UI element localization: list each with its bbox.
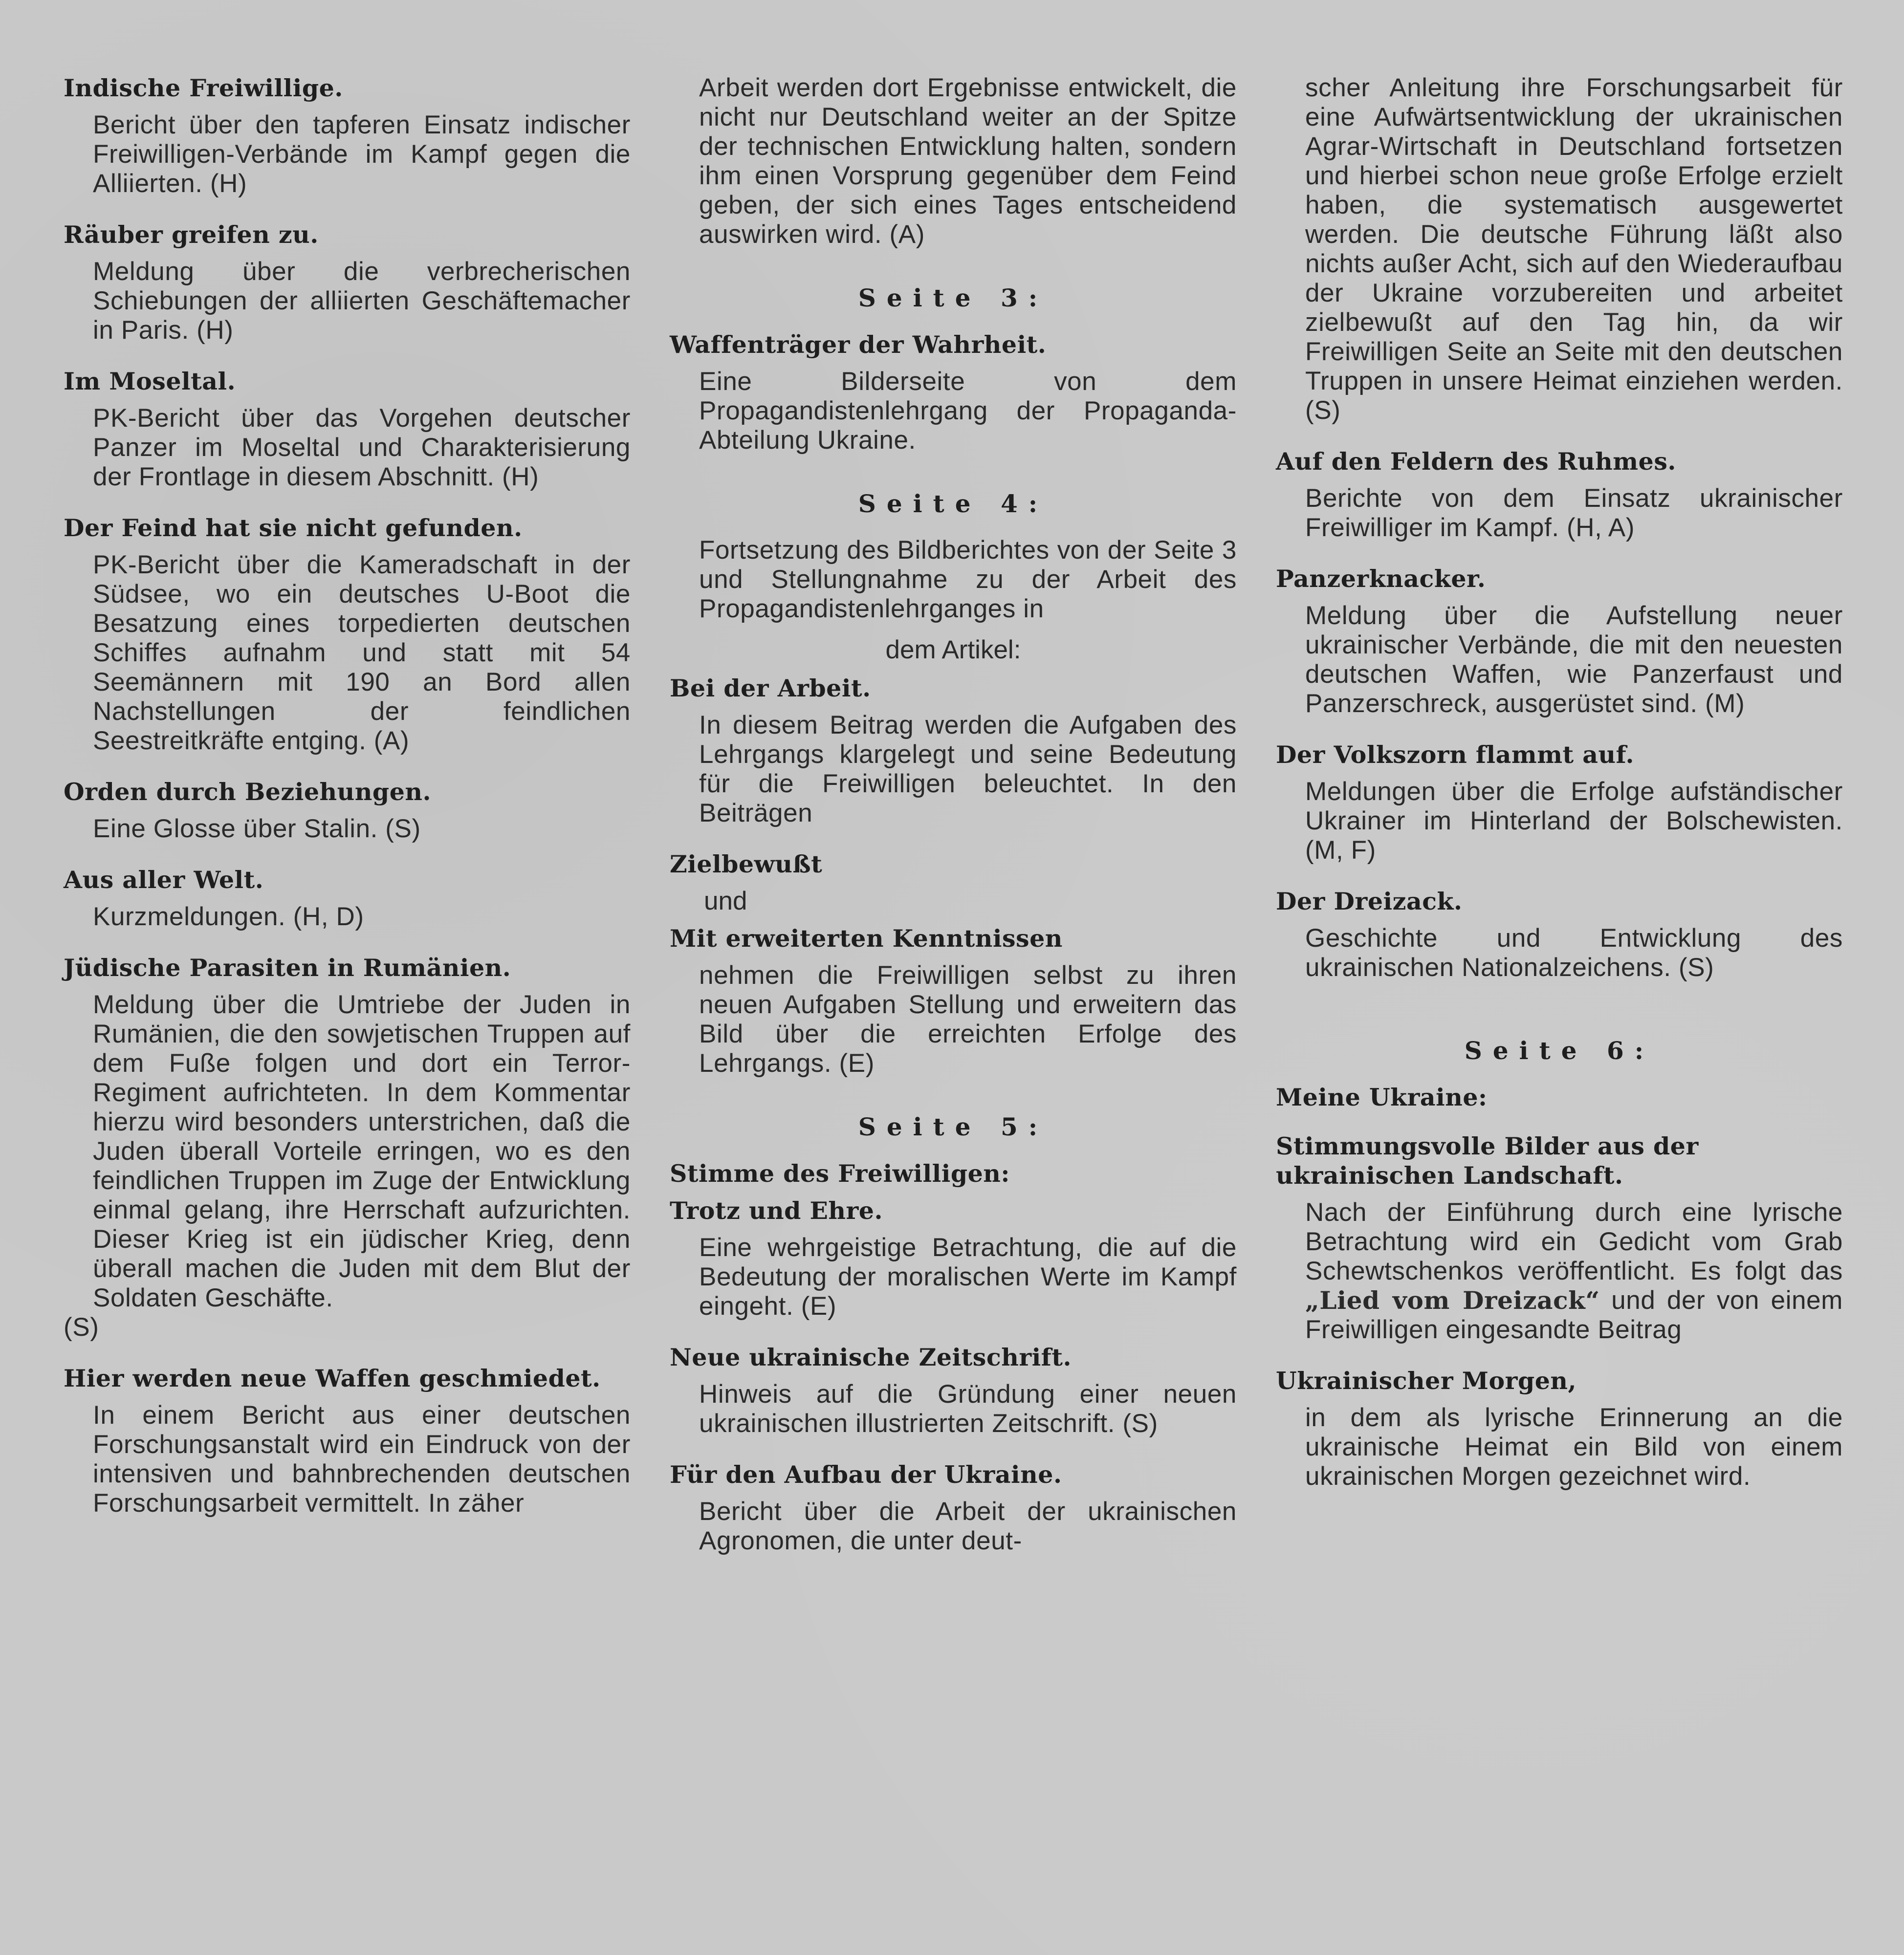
article-entry (1276, 447, 1843, 543)
article-title: Indische Freiwillige. (64, 74, 343, 102)
article-entry (64, 220, 631, 345)
article-title: Orden durch Beziehungen. (64, 778, 432, 806)
article-summary: Meldung über die Umtriebe der Juden in Rumänien, die den sowjetischen Truppen auf dem Fuße folgen und dort ein Terror-Regiment aufrichteten. In dem Kommentar hierzu wird besonders unterstrichen, daß die Juden überall Vorteile erringen, wo es den feindlichen Truppen im Zuge der Entwicklung einmal gelang, ihre Herrschaft aufzurichten. Dieser Krieg ist ein jüdischer Krieg, denn überall machen die Juden mit dem Blut der Soldaten Geschäfte. (93, 990, 631, 1312)
article-summary: PK-Bericht über die Kameradschaft in der Südsee, wo ein deutsches U-Boot die Besatzung eines torpedierten deutschen Schiffes aufnahm und statt mit 54 Seemännern mit 190 an Bord allen Nachstellungen der feindlichen Seestreitkräfte entging. (A) (93, 550, 631, 755)
article-title: Bei der Arbeit. (670, 674, 871, 702)
section-heading-seite-5: Seite 5: (858, 1112, 1049, 1141)
article-entry (64, 367, 631, 492)
article-title: Der Dreizack. (1276, 887, 1463, 915)
article-summary: nehmen die Freiwilligen selbst zu ihren neuen Aufgaben Stellung und erweitern das Bild über die erreichten Erfolge des Lehrgangs. (E) (699, 961, 1237, 1078)
summary-part: und der von einem Freiwilligen eingesandte Beitrag (1305, 1286, 1843, 1344)
article-summary: In einem Bericht aus einer deutschen Forschungsanstalt wird ein Eindruck von der intensiven und bahnbrechenden deutschen Forschungsarbeit vermittelt. In zäher (93, 1401, 631, 1518)
article-summary: Meldung über die Aufstellung neuer ukrainischer Verbände, die mit den neuesten deutschen Waffen, wie Panzerfaust und Panzerschreck, ausgerüstet sind. (M) (1305, 601, 1843, 718)
article-entry (64, 865, 631, 932)
column-1 (64, 73, 631, 1540)
article-summary: Eine Bilderseite von dem Propagandistenlehrgang der Propaganda-Abteilung Ukraine. (699, 367, 1237, 455)
article-summary: Meldung über die verbrecherischen Schiebungen der alliierten Geschäftemacher in Paris. (H) (93, 257, 631, 345)
article-summary: Bericht über den tapferen Einsatz indischer Freiwilligen-Verbände im Kampf gegen die Alliierten. (H) (93, 110, 631, 198)
article-title: Für den Aufbau der Ukraine. (670, 1460, 1062, 1489)
article-summary: Eine Glosse über Stalin. (S) (93, 814, 421, 843)
article-entry (1276, 1366, 1843, 1491)
article-summary: in dem als lyrische Erinnerung an die ukrainische Heimat ein Bild von einem ukrainischen Morgen gezeichnet wird. (1305, 1403, 1843, 1491)
article-entry (670, 1460, 1237, 1556)
article-continuation (670, 73, 1237, 249)
article-title: Jüdische Parasiten in Rumänien. (64, 954, 511, 982)
connector-text: und (704, 887, 747, 915)
article-entry (1276, 740, 1843, 865)
article-title: Räuber greifen zu. (64, 220, 319, 249)
article-title: Der Feind hat sie nicht gefunden. (64, 514, 523, 542)
article-entry (670, 330, 1237, 455)
article-summary: Berichte von dem Einsatz ukrainischer Freiwilliger im Kampf. (H, A) (1305, 484, 1843, 542)
article-entry (64, 73, 631, 198)
article-entry (670, 1196, 1237, 1321)
article-summary: Hinweis auf die Gründung einer neuen ukrainischen illustrierten Zeitschrift. (S) (699, 1380, 1237, 1438)
article-title: Aus aller Welt. (64, 866, 264, 894)
article-summary: In diesem Beitrag werden die Aufgaben des Lehrgangs klargelegt und seine Bedeutung für die Freiwilligen beleuchtet. In den Beiträgen (699, 711, 1237, 827)
article-title: Hier werden neue Waffen geschmiedet. (64, 1364, 601, 1392)
article-entry (1276, 564, 1843, 718)
article-title: Panzerknacker. (1276, 565, 1486, 593)
article-entry (1276, 887, 1843, 982)
article-entry (64, 777, 631, 844)
article-title: Meine Ukraine: (1276, 1083, 1488, 1111)
song-title: „Lied vom Dreizack“ (1305, 1286, 1600, 1315)
article-title: Neue ukrainische Zeitschrift. (670, 1343, 1072, 1371)
article-title: Mit erweiterten Kenntnissen (670, 924, 1063, 953)
article-entry (670, 1343, 1237, 1438)
article-entry (64, 513, 631, 756)
summary-part: Nach der Einführung durch eine lyrische Betrachtung wird ein Gedicht vom Grab Schewtschenkos veröffentlicht. Es folgt das (1305, 1198, 1843, 1285)
article-entry (670, 924, 1237, 1078)
continued-text: scher Anleitung ihre Forschungsarbeit für eine Aufwärtsentwicklung der ukrainischen Agrar-Wirtschaft in Deutschland fortsetzen und hierbei schon neue große Erfolge erzielt haben, die systematisch ausgewertet werden. Die deutsche Führung läßt also nichts außer Acht, sich auf den Wiederaufbau der Ukraine vorzubereiten und arbeitet zielbewußt auf den Tag hin, da wir Freiwilligen Seite an Seite mit den deutschen Truppen in unsere Heimat einziehen werden. (S) (1305, 73, 1843, 425)
article-summary: Kurzmeldungen. (H, D) (93, 902, 364, 931)
article-entry (1276, 1131, 1843, 1345)
article-title: Auf den Feldern des Ruhmes. (1276, 447, 1676, 476)
article-summary (1305, 1198, 1843, 1345)
article-entry (670, 673, 1237, 828)
article-summary: Eine wehrgeistige Betrachtung, die auf die Bedeutung der moralischen Werte im Kampf eingeht. (E) (699, 1233, 1237, 1321)
article-summary: Bericht über die Arbeit der ukrainischen Agronomen, die unter deut- (699, 1497, 1237, 1555)
article-title: Stimmungsvolle Bilder aus der ukrainischen Landschaft. (1276, 1132, 1699, 1190)
article-title: Der Volkszorn flammt auf. (1276, 740, 1635, 769)
continued-text: Arbeit werden dort Ergebnisse entwickelt, die nicht nur Deutschland weiter an der Spitze der technischen Entwicklung halten, sondern ihm einen Vorsprung gegenüber dem Feind geben, der sich eines Tages entscheidend auswirken wird. (A) (699, 73, 1237, 249)
article-entry (64, 1364, 631, 1518)
intro-text: Fortsetzung des Bildberichtes von der Seite 3 und Stellungnahme zu der Arbeit des Propagandistenlehrganges in (699, 536, 1237, 623)
section-heading-seite-4: Seite 4: (858, 489, 1049, 518)
column-2 (670, 73, 1237, 1577)
article-summary: Meldungen über die Erfolge aufständischer Ukrainer im Hinterland der Bolschewisten. (M, F) (1305, 777, 1843, 865)
article-summary: Geschichte und Entwicklung des ukrainischen Nationalzeichens. (S) (1305, 924, 1843, 982)
article-title: Stimme des Freiwilligen: (670, 1159, 1010, 1188)
section-heading-seite-3: Seite 3: (858, 283, 1049, 312)
article-continuation (1276, 73, 1843, 425)
article-source-tag: (S) (64, 1313, 99, 1342)
article-title: Zielbewußt (670, 850, 823, 878)
article-title: Im Moseltal. (64, 367, 236, 395)
intro-text-end: dem Artikel: (885, 635, 1021, 664)
article-title: Trotz und Ehre. (670, 1196, 883, 1225)
article-title: Waffenträger der Wahrheit. (670, 330, 1047, 359)
column-3 (1276, 73, 1843, 1513)
article-entry (64, 953, 631, 1342)
article-title: Ukrainischer Morgen, (1276, 1367, 1577, 1395)
article-summary: PK-Bericht über das Vorgehen deutscher Panzer im Moseltal und Charakterisierung der Frontlage in diesem Abschnitt. (H) (93, 404, 631, 491)
section-heading-seite-6: Seite 6: (1464, 1036, 1655, 1065)
